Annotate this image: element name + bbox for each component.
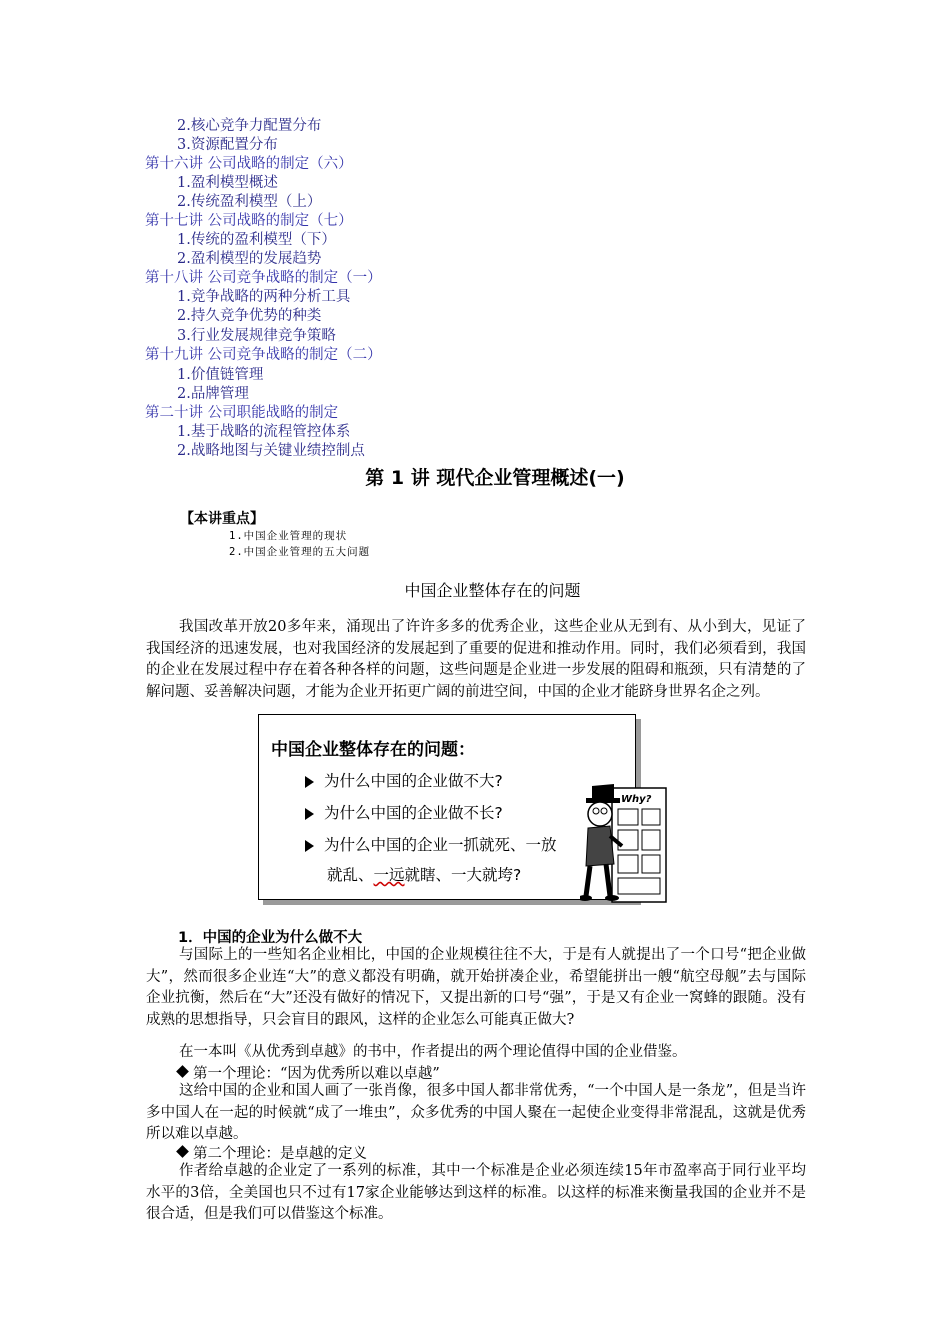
intro-paragraph: 我国改革开放20多年来，涌现出了许许多多的优秀企业，这些企业从无到有、从小到大，见证了我国经济的迅速发展，也对我国经济的发展起到了重要的促进和推动作用。同时，我们必须看到，我国的企业在发展过程中存在着各种各样的问题，这些问题是企业进一步发展的阻碍和瓶颈，只有清楚的了解问题、妥善解决问题，才能为企业开拓更广阔的前进空间，中国的企业才能跻身世界名企之列。: [146, 619, 806, 700]
subsection-heading: 1．中国的企业为什么做不大: [178, 930, 363, 946]
toc-item: 1.盈利模型概述: [177, 175, 278, 191]
key-point-item: 1.中国企业管理的现状: [229, 530, 348, 542]
toc-item: 1.基于战略的流程管控体系: [177, 424, 351, 440]
toc-lecture: 第十九讲 公司竞争战略的制定（二）: [145, 347, 382, 363]
toc-item: 2.盈利模型的发展趋势: [177, 251, 322, 267]
arrow-icon: [305, 776, 314, 788]
toc-item: 2.传统盈利模型（上）: [177, 194, 322, 210]
problems-figure: [258, 714, 678, 906]
figure-question: 为什么中国的企业一抓就死、一放: [305, 833, 557, 855]
board-label: Why?: [621, 794, 652, 805]
diamond-bullet-icon: [176, 1145, 189, 1158]
section-title: 中国企业整体存在的问题: [404, 581, 581, 600]
figure-question: 为什么中国的企业做不大?: [305, 769, 503, 791]
figure-title: 中国企业整体存在的问题：: [271, 740, 475, 760]
toc-item: 1.价值链管理: [177, 367, 264, 383]
toc-item: 3.资源配置分布: [177, 137, 278, 153]
toc-item: 2.持久竞争优势的种类: [177, 308, 322, 324]
toc-lecture: 第十六讲 公司战略的制定（六）: [145, 156, 353, 172]
key-point-item: 2.中国企业管理的五大问题: [229, 546, 371, 558]
diamond-bullet-icon: [176, 1065, 189, 1078]
paragraph: 与国际上的一些知名企业相比，中国的企业规模往往不大，于是有人就提出了一个口号“把企业做大”，然而很多企业连“大”的意义都没有明确，就开始拼凑企业，希望能拼出一艘“航空母舰”去与国际企业抗衡，然后在“大”还没有做好的情况下，又提出新的口号“强”，于是又有企业一窝蜂的跟随。没有成熟的思想指导，只会盲目的跟风，这样的企业怎么可能真正做大?: [146, 947, 806, 1028]
toc-lecture: 第十八讲 公司竞争战略的制定（一）: [145, 270, 382, 286]
toc-lecture: 第十七讲 公司战略的制定（七）: [145, 213, 353, 229]
theory-item: 第二个理论：是卓越的定义: [178, 1142, 367, 1163]
figure-question-continued: 就乱、一远就瞎、一大就垮?: [327, 866, 522, 884]
toc-item: 2.品牌管理: [177, 386, 249, 402]
figure-question: 为什么中国的企业做不长?: [305, 801, 503, 823]
toc-item: 2.战略地图与关键业绩控制点: [177, 443, 365, 459]
paragraph: 在一本叫《从优秀到卓越》的书中，作者提出的两个理论值得中国的企业借鉴。: [179, 1044, 687, 1060]
key-points-heading: 【本讲重点】: [180, 511, 264, 527]
lecture-title: 第 1 讲 现代企业管理概述(一): [365, 467, 625, 489]
toc-item: 3.行业发展规律竞争策略: [177, 328, 336, 344]
arrow-icon: [305, 840, 314, 852]
toc-item: 2.核心竞争力配置分布: [177, 118, 322, 134]
toc-lecture: 第二十讲 公司职能战略的制定: [145, 405, 339, 421]
paragraph: 这给中国的企业和国人画了一张肖像，很多中国人都非常优秀，“一个中国人是一条龙”，但是当许多中国人在一起的时候就“成了一堆虫”，众多优秀的中国人聚在一起使企业变得非常混乱，这就是优秀所以难以卓越。: [146, 1083, 806, 1142]
theory-item: 第一个理论：“因为优秀所以难以卓越”: [178, 1062, 440, 1083]
paragraph: 作者给卓越的企业定了一系列的标准，其中一个标准是企业必须连续15年市盈率高于同行业平均水平的3倍，全美国也只不过有17家企业能够达到这样的标准。以这样的标准来衡量我国的企业并不是很合适，但是我们可以借鉴这个标准。: [146, 1163, 806, 1222]
arrow-icon: [305, 808, 314, 820]
toc-item: 1.竞争战略的两种分析工具: [177, 289, 351, 305]
toc-item: 1.传统的盈利模型（下）: [177, 232, 336, 248]
thinking-man-cartoon: [580, 776, 672, 904]
